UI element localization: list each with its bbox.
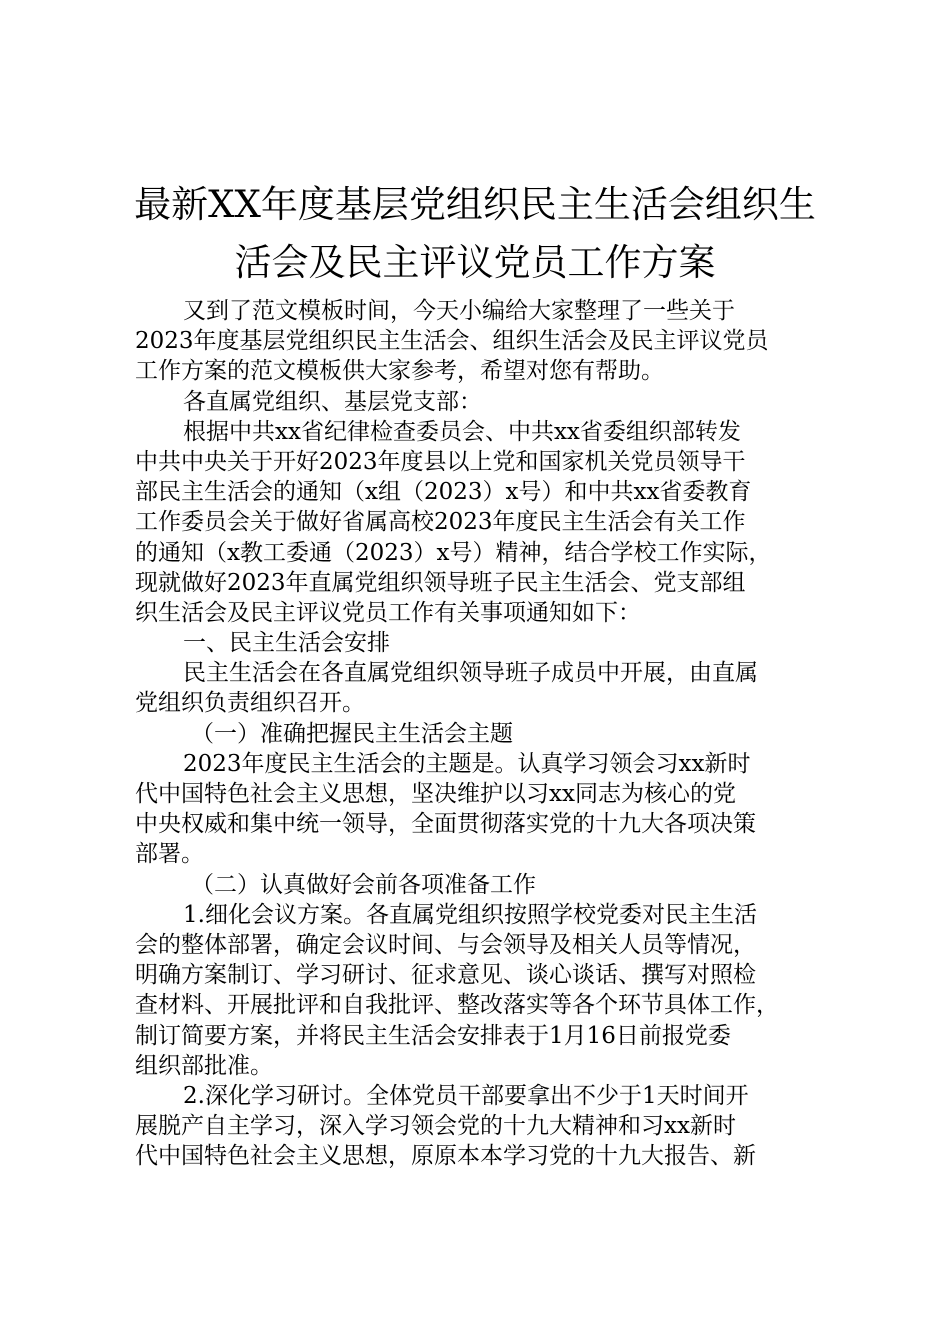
body-line: 组织部批准。 <box>135 1052 273 1079</box>
body-line: 代中国特色社会主义思想，坚决维护以习xx同志为核心的党 <box>135 781 736 807</box>
body-line: （一）准确把握民主生活会主题 <box>191 720 513 747</box>
body-line: 又到了范文模板时间，今天小编给大家整理了一些关于 <box>183 298 735 324</box>
body-line: 根据中共xx省纪律检查委员会、中共xx省委组织部转发 <box>183 418 741 445</box>
body-line: 各直属党组织、基层党支部： <box>183 388 482 415</box>
body-line: 现就做好2023年直属党组织领导班子民主生活会、党支部组 <box>135 569 746 596</box>
body-line: 2.深化学习研讨。全体党员干部要拿出不少于1天时间开 <box>183 1082 749 1109</box>
body-line: 2023年度民主生活会的主题是。认真学习领会习xx新时 <box>183 750 751 777</box>
document-title-line-2: 活会及民主评议党员工作方案 <box>234 241 716 284</box>
body-line: 明确方案制订、学习研讨、征求意见、谈心谈话、撰写对照检 <box>135 962 756 989</box>
body-line: 党组织负责组织召开。 <box>135 690 365 717</box>
document-title-line-1: 最新XX年度基层党组织民主生活会组织生 <box>134 183 816 226</box>
body-line: 展脱产自主学习，深入学习领会党的十九大精神和习xx新时 <box>135 1113 736 1140</box>
body-line: 会的整体部署，确定会议时间、与会领导及相关人员等情况， <box>135 931 756 958</box>
body-line: 制订简要方案，并将民主生活会安排表于1月16日前报党委 <box>135 1022 731 1049</box>
body-line: 查材料、开展批评和自我批评、整改落实等各个环节具体工作， <box>135 992 779 1019</box>
body-line: 民主生活会在各直属党组织领导班子成员中开展，由直属 <box>183 660 758 687</box>
body-line: 工作方案的范文模板供大家参考，希望对您有帮助。 <box>135 358 664 385</box>
body-line: 1.细化会议方案。各直属党组织按照学校党委对民主生活 <box>183 901 757 928</box>
body-line: 代中国特色社会主义思想，原原本本学习党的十九大报告、新 <box>135 1143 756 1170</box>
body-line: 一、民主生活会安排 <box>183 630 390 657</box>
body-line: 2023年度基层党组织民主生活会、组织生活会及民主评议党员 <box>135 328 769 355</box>
body-line: 部民主生活会的通知（x组（2023）x号）和中共xx省委教育 <box>135 479 752 506</box>
body-line: 的通知（x教工委通（2023）x号）精神，结合学校工作实际， <box>135 539 772 566</box>
document-body <box>135 296 825 1171</box>
body-line: 织生活会及民主评议党员工作有关事项通知如下： <box>135 599 641 626</box>
body-line: （二）认真做好会前各项准备工作 <box>191 871 536 898</box>
body-line: 中共中央关于开好2023年度县以上党和国家机关党员领导干 <box>135 448 746 475</box>
body-line: 工作委员会关于做好省属高校2023年度民主生活会有关工作 <box>135 509 746 536</box>
body-line: 中央权威和集中统一领导，全面贯彻落实党的十九大各项决策 <box>135 811 756 838</box>
body-line: 部署。 <box>135 841 204 868</box>
